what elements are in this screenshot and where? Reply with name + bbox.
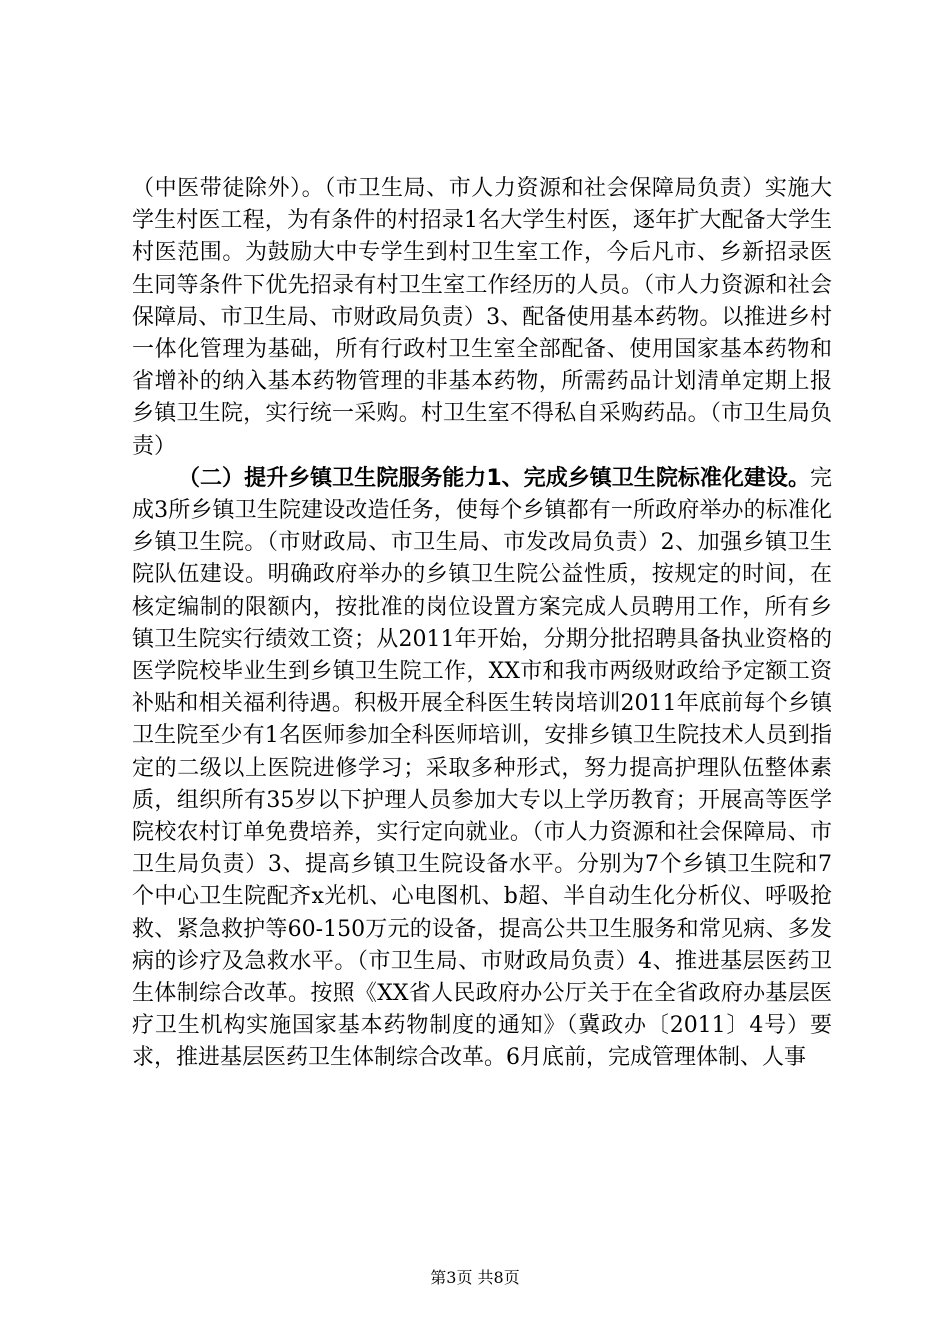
document-body [132,173,832,1075]
paragraph-1: （中医带徒除外）。（市卫生局、市人力资源和社会保障局负责）实施大学生村医工程，为有条件的村招录1名大学生村医，逐年扩大配备大学生村医范围。为鼓励大中专学生到村卫生室工作，今后凡市、乡新招录医生同等条件下优先招录有村卫生室工作经历的人员。（市人力资源和社会保障局、市卫生局、市财政局负责）3、配备使用基本药物。以推进乡村一体化管理为基础，所有行政村卫生室全部配备、使用国家基本药物和省增补的纳入基本药物管理的非基本药物，所需药品计划清单定期上报乡镇卫生院，实行统一采购。村卫生室不得私自采购药品。（市卫生局负责） [132,176,832,459]
paragraph-2-body: 完成3所乡镇卫生院建设改造任务，使每个乡镇都有一所政府举办的标准化乡镇卫生院。（市财政局、市卫生局、市发改局负责）2、加强乡镇卫生院队伍建设。明确政府举办的乡镇卫生院公益性质，按规定的时间，在核定编制的限额内，按批准的岗位设置方案完成人员聘用工作，所有乡镇卫生院实行绩效工资；从2011年开始，分期分批招聘具备执业资格的医学院校毕业生到乡镇卫生院工作，XX市和我市两级财政给予定额工资补贴和相关福利待遇。积极开展全科医生转岗培训2011年底前每个乡镇卫生院至少有1名医师参加全科医师培训，安排乡镇卫生院技术人员到指定的二级以上医院进修学习；采取多种形式，努力提高护理队伍整体素质，组织所有35岁以下护理人员参加大专以上学历教育；开展高等医学院校农村订单免费培养，实行定向就业。（市人力资源和社会保障局、市卫生局负责）3、提高乡镇卫生院设备水平。分别为7个乡镇卫生院和7个中心卫生院配齐x光机、心电图机、b超、半自动生化分析仪、呼吸抢救、紧急救护等60-150万元的设备，提高公共卫生服务和常见病、多发病的诊疗及急救水平。（市卫生局、市财政局负责）4、推进基层医药卫生体制综合改革。按照《XX省人民政府办公厅关于在全省政府办基层医疗卫生机构实施国家基本药物制度的通知》（冀政办〔2011〕4号）要求，推进基层医药卫生体制综合改革。6月底前，完成管理体制、人事 [132,465,832,1071]
section-heading: （二）提升乡镇卫生院服务能力1、完成乡镇卫生院标准化建设。 [178,465,810,491]
page-footer: 第3页 共8页 [430,1268,520,1287]
paragraph-2 [132,463,832,1075]
